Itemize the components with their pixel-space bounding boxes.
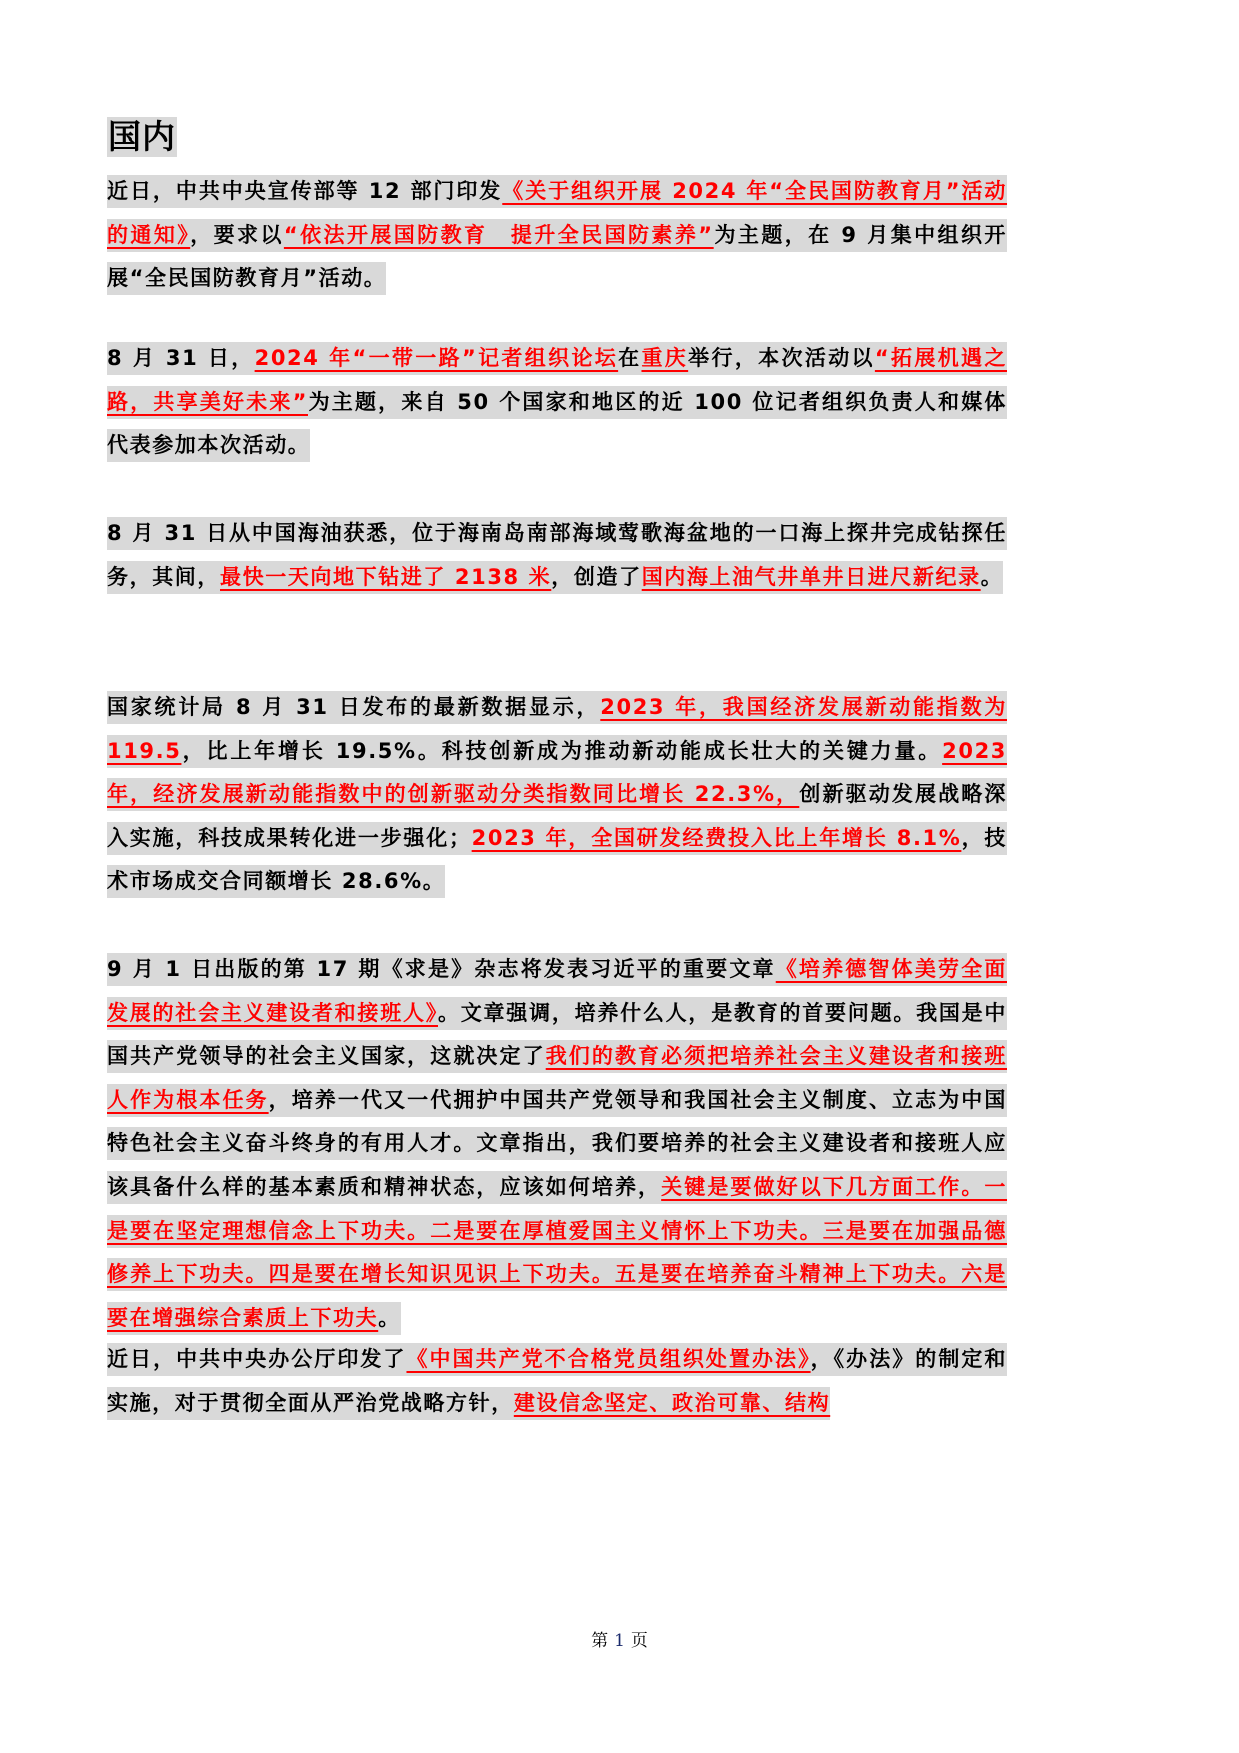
body-text: 8 月 31 日从中国海油获悉，位于海南岛南部海域莺歌海盆地的一口海上探井完成钻探任务，其间，	[107, 521, 1007, 589]
body-text: 国家统计局 8 月 31 日发布的最新数据显示，	[107, 695, 601, 719]
emphasis-text: “依法开展国防教育 提升全民国防素养”	[283, 222, 714, 247]
footer-suffix: 页	[630, 1631, 648, 1651]
body-text: 近日，中共中央办公厅印发了	[107, 1347, 407, 1371]
body-text: ，技术市场成交合同额增长 28.6%。	[107, 825, 1007, 894]
emphasis-text: 《培养德智体美劳全面发展的社会主义建设者和接班人》	[107, 957, 1007, 1025]
body-text: ，要求以	[190, 222, 284, 247]
emphasis-text: 关键是要做好以下几方面工作。一是要在坚定理想信念上下功夫。二是要在厚植爱国主义情怀上下功夫。三是要在加强品德修养上下功夫。四是要在增长知识见识上下功夫。五是要在培养奋斗精神上下功夫。六是要在增强综合素质上下功夫	[107, 1174, 1008, 1330]
body-text: ，《办法》的制定和实施，对于贯彻全面从严治党战略方针，	[107, 1347, 1007, 1415]
emphasis-text: 最快一天向地下钻进了 2138 米	[220, 564, 552, 589]
emphasis-text: 2024 年“一带一路”记者组织论坛	[254, 346, 619, 370]
highlighted-text	[107, 691, 1007, 898]
body-text: 。文章强调，培养什么人，是教育的首要问题。我国是中国共产党领导的社会主义国家，这就决定了	[107, 1000, 1007, 1069]
highlighted-text	[107, 1343, 1007, 1420]
highlighted-text	[107, 342, 1007, 462]
emphasis-text: 2023 年，全国研发经费投入比上年增长 8.1%	[471, 825, 962, 850]
body-text: 为主题，在 9 月集中组织开展“全民国防教育月”活动。	[107, 222, 1007, 291]
paragraph-5	[107, 948, 1007, 1340]
emphasis-text: 国内海上油气井单井日进尺新纪录	[641, 564, 981, 589]
body-text: ，创造了	[551, 564, 642, 589]
emphasis-text: 《关于组织开展 2024 年“全民国防教育月”活动的通知》	[107, 179, 1008, 247]
emphasis-text: 2023 年，经济发展新动能指数中的创新驱动分类指数同比增长 22.3%，	[107, 738, 1007, 807]
page-number: 1	[614, 1631, 625, 1651]
body-text: 。	[980, 564, 1004, 589]
body-text: ，培养一代又一代拥护中国共产党领导和我国社会主义制度、立志为中国特色社会主义奋斗终身的有用人才。文章指出，我们要培养的社会主义建设者和接班人应该具备什么样的基本素质和精神状态，应该如何培养，	[107, 1087, 1007, 1199]
body-text: 举行，本次活动以	[688, 346, 875, 370]
paragraph-4	[107, 686, 1007, 904]
body-text: 8 月 31 日，	[107, 346, 255, 370]
paragraph-2	[107, 337, 1007, 468]
emphasis-text: 2023 年，我国经济发展新动能指数为 119.5	[107, 695, 1007, 763]
highlighted-text	[107, 517, 1007, 594]
footer-prefix: 第	[591, 1631, 609, 1651]
paragraph-1	[107, 170, 1007, 301]
emphasis-text: 《中国共产党不合格党员组织处置办法》	[406, 1347, 811, 1371]
emphasis-text: 重庆	[641, 346, 689, 370]
emphasis-text: “拓展机遇之路，共享美好未来”	[107, 346, 1007, 414]
paragraph-3	[107, 512, 1007, 599]
body-text: 创新驱动发展战略深入实施，科技成果转化进一步强化；	[107, 782, 1007, 850]
section-heading: 国内	[108, 117, 176, 156]
emphasis-text: 我们的教育必须把培养社会主义建设者和接班人作为根本任务	[107, 1044, 1007, 1112]
highlighted-text	[107, 175, 1007, 295]
highlighted-text	[107, 953, 1007, 1335]
body-text: 近日，中共中央宣传部等 12 部门印发	[107, 179, 503, 203]
body-text: 为主题，来自 50 个国家和地区的近 100 位记者组织负责人和媒体代表参加本次活动。	[107, 389, 1008, 458]
body-text: 9 月 1 日出版的第 17 期《求是》杂志将发表习近平的重要文章	[107, 957, 776, 981]
emphasis-text: 建设信念坚定、政治可靠、结构	[513, 1390, 831, 1415]
paragraph-6	[107, 1338, 1007, 1425]
body-text: 在	[618, 346, 642, 370]
body-text: 。	[378, 1305, 401, 1330]
page-footer	[0, 1626, 1239, 1651]
body-text: ，比上年增长 19.5%。科技创新成为推动新动能成长壮大的关键力量。	[181, 738, 943, 763]
